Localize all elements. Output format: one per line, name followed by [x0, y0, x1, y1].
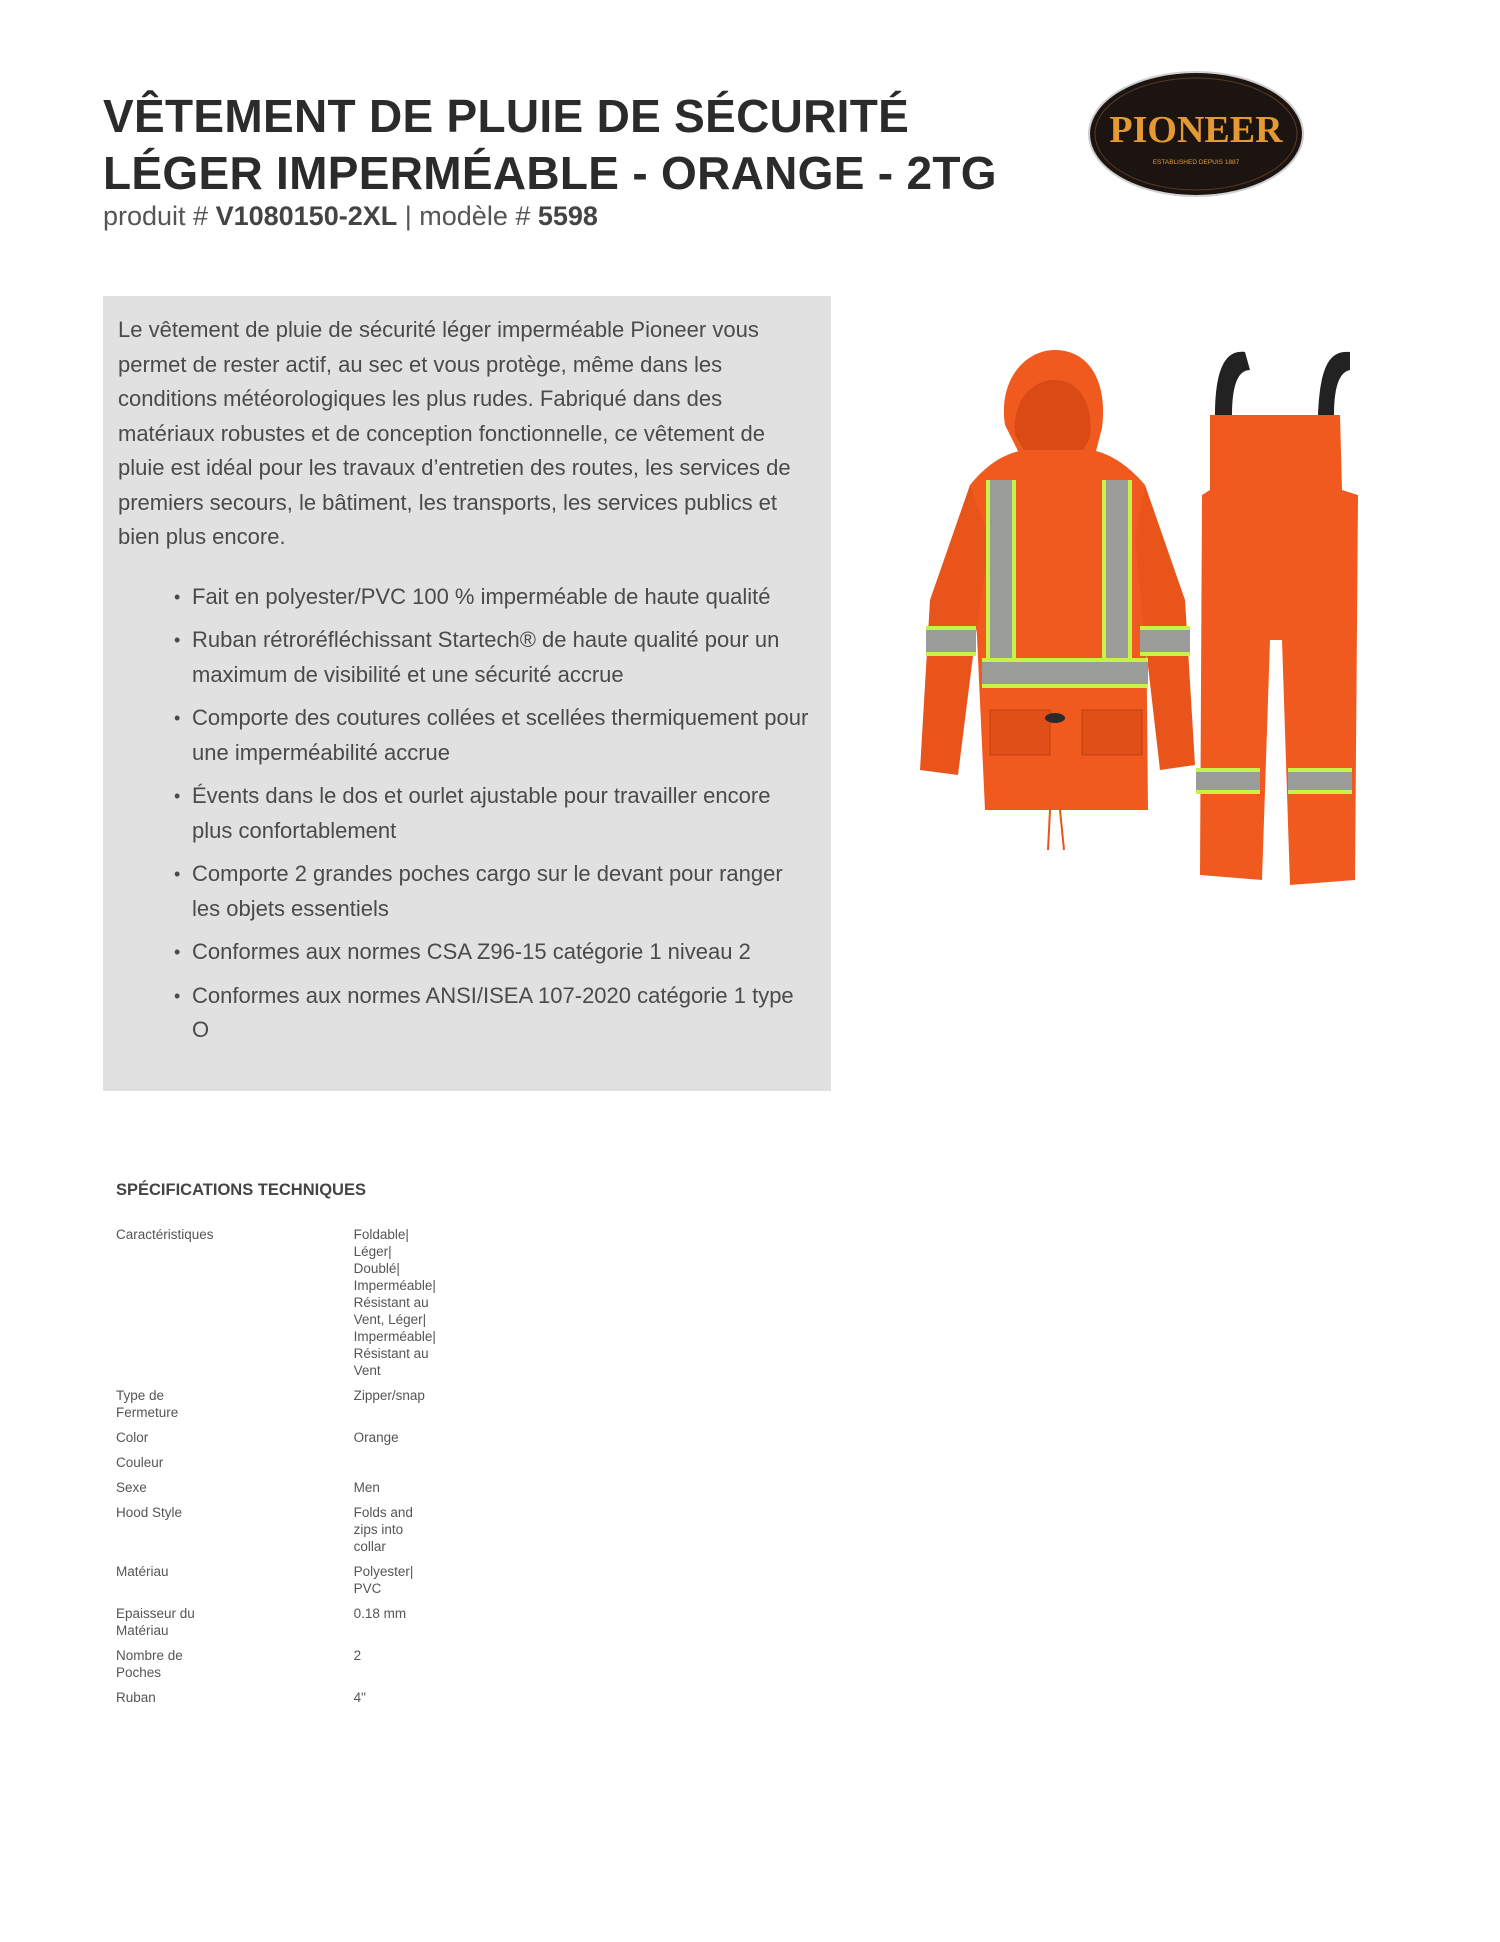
- feature-text: Conformes aux normes ANSI/ISEA 107-2020 catégorie 1 type O: [192, 982, 794, 1042]
- spec-row: [116, 1387, 516, 1429]
- feature-text: Comporte des coutures collées et scellées thermiquement pour une imperméabilité accrue: [192, 705, 809, 765]
- spec-value-line: 4": [353, 1690, 366, 1705]
- bullet-icon: •: [174, 786, 181, 806]
- spec-row: [116, 1504, 516, 1563]
- spec-key: [116, 1605, 354, 1647]
- spec-key-line: Matériau: [116, 1564, 169, 1579]
- bullet-icon: •: [174, 586, 181, 607]
- description-panel: [103, 296, 831, 1091]
- spec-row: [116, 1605, 516, 1647]
- spec-value-line: 0.18 mm: [353, 1606, 407, 1621]
- bullet-icon: •: [174, 630, 181, 650]
- spec-key-line: Poches: [116, 1665, 162, 1680]
- title-line-1: VÊTEMENT DE PLUIE DE SÉCURITÉ: [103, 90, 910, 142]
- spec-value-line: Vent: [353, 1363, 381, 1378]
- bullet-icon: •: [174, 942, 181, 962]
- feature-item: [174, 979, 815, 1048]
- spec-key: [116, 1479, 354, 1504]
- bullet-icon: •: [174, 864, 181, 884]
- spec-key-line: Matériau: [116, 1623, 169, 1638]
- spec-value-line: collar: [353, 1539, 386, 1554]
- spec-key: [116, 1563, 354, 1605]
- spec-value: [354, 1387, 516, 1429]
- spec-row: [116, 1429, 516, 1454]
- spec-value-line: Vent, Léger|: [353, 1312, 427, 1327]
- bullet-icon: •: [174, 708, 181, 728]
- feature-text: Conformes aux normes CSA Z96-15 catégorie 1 niveau 2: [192, 939, 751, 964]
- feature-item: [174, 580, 815, 615]
- spec-key-line: Epaisseur du: [116, 1606, 195, 1621]
- rain-jacket: [920, 350, 1195, 850]
- logo-brand: PIONEER: [1109, 109, 1283, 151]
- spec-value-line: Zipper/snap: [353, 1388, 425, 1403]
- logo-tagline: ESTABLISHED DEPUIS 1887: [1152, 159, 1240, 166]
- spec-value-line: Imperméable|: [353, 1329, 436, 1344]
- feature-item: [174, 701, 815, 770]
- spec-value: [354, 1605, 516, 1647]
- spec-value-line: Orange: [353, 1430, 399, 1445]
- separator: |: [404, 201, 412, 231]
- spec-row: [116, 1647, 516, 1689]
- spec-row: [116, 1226, 516, 1387]
- description-text: Le vêtement de pluie de sécurité léger imperméable Pioneer vous permet de rester actif, au sec et vous protège, même dans les conditions météorologiques les plus rudes. Fabriqué dans des matériaux robustes et de conception fonctionnelle, ce vêtement de pluie est idéal pour les travaux d’entretien des routes, les services de premiers secours, le bâtiment, les transports, les services publics et bien plus encore.: [118, 317, 791, 549]
- feature-text: Ruban rétroréfléchissant Startech® de haute qualité pour un maximum de visibilité et une sécurité accrue: [192, 627, 780, 687]
- spec-key: [116, 1504, 354, 1563]
- spec-row: [116, 1689, 516, 1714]
- feature-item: [174, 935, 815, 970]
- bullet-icon: •: [174, 985, 181, 1006]
- spec-value-line: Folds and: [353, 1505, 413, 1520]
- product-reference: [103, 201, 598, 232]
- spec-key-line: Ruban: [116, 1690, 156, 1705]
- spec-value-line: Men: [353, 1480, 380, 1495]
- bib-pants: [1196, 352, 1358, 885]
- spec-key-line: Hood Style: [116, 1505, 183, 1520]
- spec-key-line: Caractéristiques: [116, 1227, 214, 1242]
- spec-key-line: Fermeture: [116, 1405, 179, 1420]
- spec-value-line: Léger|: [353, 1244, 392, 1259]
- spec-value-line: Polyester|: [353, 1564, 414, 1579]
- feature-item: [174, 623, 815, 692]
- spec-key-line: Couleur: [116, 1455, 164, 1470]
- model-number: 5598: [537, 201, 598, 231]
- spec-value-line: PVC: [353, 1581, 382, 1596]
- spec-value-line: Foldable|: [353, 1227, 409, 1242]
- spec-key: [116, 1689, 354, 1714]
- feature-text: Évents dans le dos et ourlet ajustable pour travailler encore plus confortablement: [192, 783, 771, 843]
- pioneer-logo: [1087, 70, 1305, 198]
- spec-key: [116, 1454, 354, 1479]
- product-label: produit #: [103, 201, 209, 231]
- page-title: [103, 88, 1033, 202]
- spec-value: [354, 1226, 516, 1387]
- spec-key-line: Sexe: [116, 1480, 147, 1495]
- spec-key-line: Nombre de: [116, 1648, 183, 1663]
- specs-table: [116, 1226, 516, 1714]
- spec-key: [116, 1226, 354, 1387]
- spec-value: [354, 1563, 516, 1605]
- spec-value: [354, 1454, 516, 1479]
- spec-key-line: Color: [116, 1430, 149, 1445]
- spec-value: [354, 1647, 516, 1689]
- spec-row: [116, 1454, 516, 1479]
- product-number: V1080150-2XL: [215, 201, 398, 231]
- spec-value-line: 2: [353, 1648, 362, 1663]
- feature-item: [174, 857, 815, 926]
- spec-value-line: Doublé|: [353, 1261, 400, 1276]
- spec-value-line: Résistant au: [353, 1346, 429, 1361]
- spec-value: [354, 1689, 516, 1714]
- spec-key: [116, 1429, 354, 1454]
- spec-key-line: Type de: [116, 1388, 165, 1403]
- feature-text: Comporte 2 grandes poches cargo sur le devant pour ranger les objets essentiels: [192, 861, 783, 921]
- spec-value-line: Imperméable|: [353, 1278, 436, 1293]
- specs-heading: SPÉCIFICATIONS TECHNIQUES: [116, 1181, 366, 1199]
- spec-value-line: Résistant au: [353, 1295, 429, 1310]
- spec-row: [116, 1563, 516, 1605]
- feature-text: Fait en polyester/PVC 100 % imperméable de haute qualité: [192, 583, 771, 609]
- spec-value-line: zips into: [353, 1522, 404, 1537]
- spec-key: [116, 1647, 354, 1689]
- title-line-2: LÉGER IMPERMÉABLE - ORANGE - 2TG: [103, 147, 997, 199]
- spec-value: [354, 1479, 516, 1504]
- spec-value: [354, 1504, 516, 1563]
- spec-key: [116, 1387, 354, 1429]
- spec-row: [116, 1479, 516, 1504]
- spec-value: [354, 1429, 516, 1454]
- feature-item: [174, 779, 815, 848]
- feature-list: [118, 580, 815, 1048]
- product-image: [850, 340, 1410, 900]
- model-label: modèle #: [419, 201, 531, 231]
